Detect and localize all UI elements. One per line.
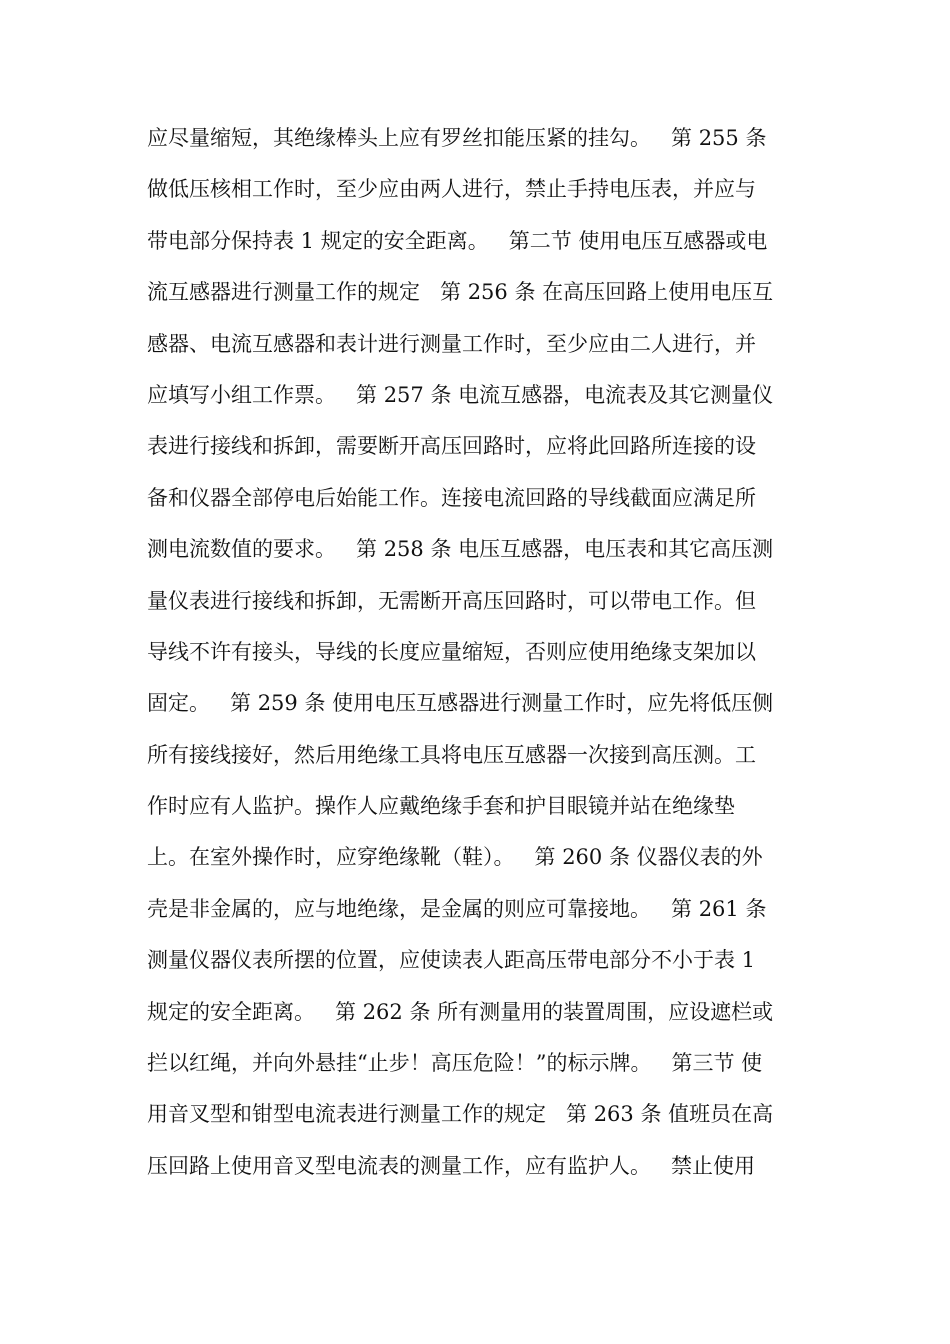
text-line: 拦以红绳，并向外悬挂“止步！高压危险！”的标示牌。 第三节 使 bbox=[147, 1051, 763, 1076]
text-line: 上。在室外操作时，应穿绝缘靴（鞋）。 第 260 条 仪器仪表的外 bbox=[147, 845, 763, 870]
text-line: 量仪表进行接线和拆卸，无需断开高压回路时，可以带电工作。但 bbox=[147, 588, 756, 613]
text-line: 做低压核相工作时，至少应由两人进行，禁止手持电压表，并应与 bbox=[147, 177, 756, 202]
text-line: 压回路上使用音叉型电流表的测量工作，应有监护人。 禁止使用 bbox=[147, 1153, 756, 1178]
text-line: 备和仪器全部停电后始能工作。连接电流回路的导线截面应满足所 bbox=[147, 485, 756, 510]
text-line: 导线不许有接头，导线的长度应量缩短，否则应使用绝缘支架加以 bbox=[147, 639, 756, 664]
text-line: 所有接线接好，然后用绝缘工具将电压互感器一次接到高压测。工 bbox=[147, 742, 756, 767]
text-line: 感器、电流互感器和表计进行测量工作时，至少应由二人进行，并 bbox=[147, 331, 756, 356]
text-line: 测量仪器仪表所摆的位置，应使读表人距高压带电部分不小于表 1 bbox=[147, 948, 756, 973]
text-line: 壳是非金属的，应与地绝缘，是金属的则应可靠接地。 第 261 条 bbox=[147, 896, 767, 921]
text-line: 流互感器进行测量工作的规定 第 256 条 在高压回路上使用电压互 bbox=[147, 280, 774, 305]
text-line: 用音叉型和钳型电流表进行测量工作的规定 第 263 条 值班员在高 bbox=[147, 1102, 774, 1127]
text-line: 固定。 第 259 条 使用电压互感器进行测量工作时，应先将低压侧 bbox=[147, 691, 774, 716]
text-line: 作时应有人监护。操作人应戴绝缘手套和护目眼镜并站在绝缘垫 bbox=[147, 794, 735, 819]
body-text bbox=[147, 118, 807, 1197]
text-line: 表进行接线和拆卸，需要断开高压回路时，应将此回路所连接的设 bbox=[147, 434, 756, 459]
text-line: 测电流数值的要求。 第 258 条 电压互感器，电压表和其它高压测 bbox=[147, 537, 774, 562]
text-line: 带电部分保持表 1 规定的安全距离。 第二节 使用电压互感器或电 bbox=[147, 228, 768, 253]
text-line: 应填写小组工作票。 第 257 条 电流互感器，电流表及其它测量仪 bbox=[147, 382, 774, 407]
text-line: 应尽量缩短，其绝缘棒头上应有罗丝扣能压紧的挂勾。 第 255 条 bbox=[147, 126, 767, 150]
text-line: 规定的安全距离。 第 262 条 所有测量用的装置周围，应设遮栏或 bbox=[147, 999, 774, 1024]
